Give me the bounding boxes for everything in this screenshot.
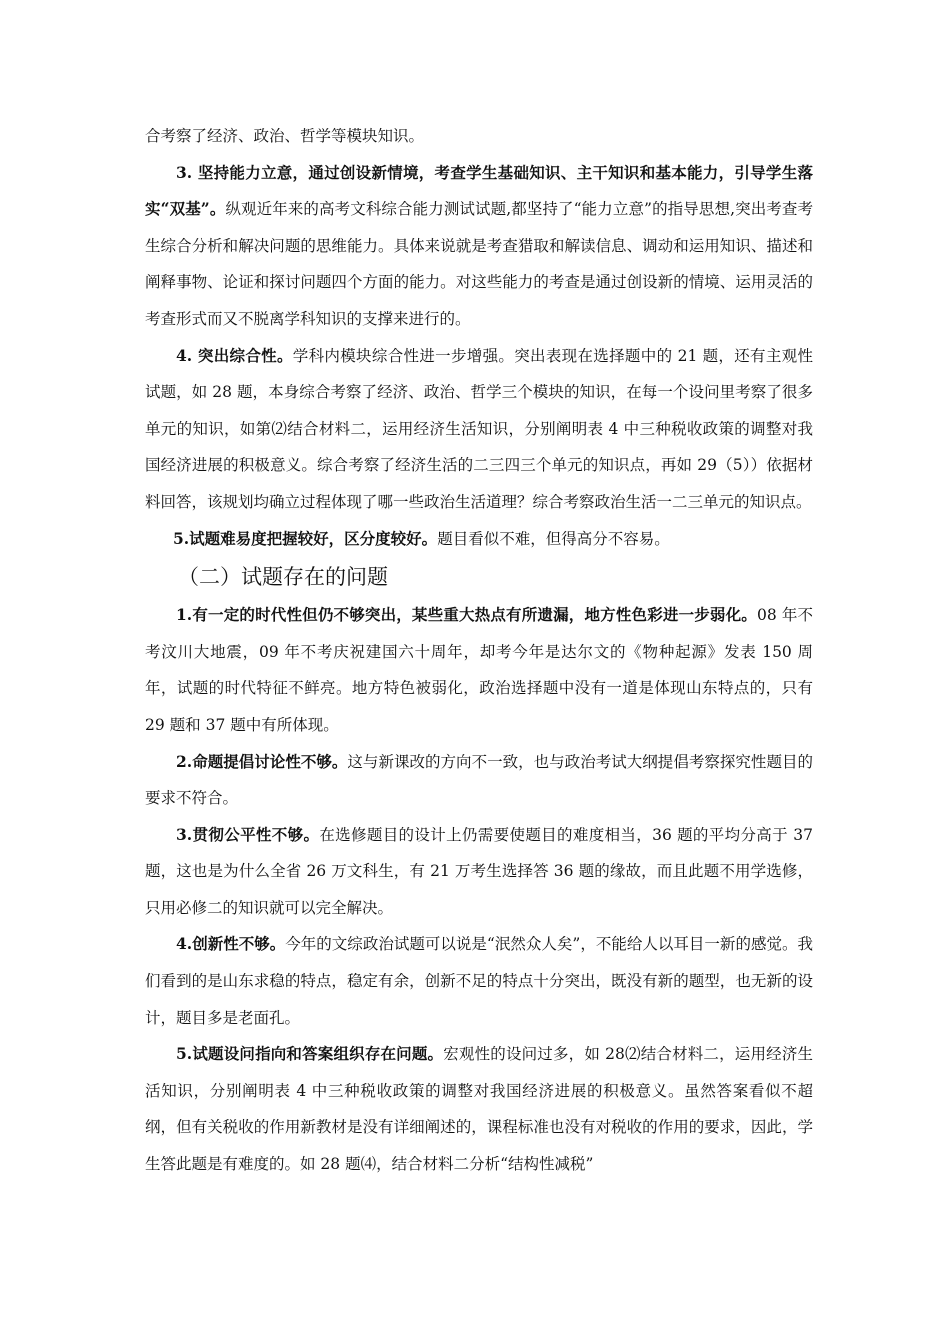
paragraph-lead: 2.命题提倡讨论性不够。 <box>176 751 348 771</box>
paragraph-continuation <box>145 118 813 155</box>
paragraph-question-design <box>145 1036 813 1182</box>
paragraph-lead: 4.创新性不够。 <box>176 934 286 954</box>
section-heading: （二）试题存在的问题 <box>178 565 388 590</box>
paragraph-text: 题目看似不难，但得高分不容易。 <box>437 529 670 548</box>
paragraph-lead: 5.试题设问指向和答案组织存在问题。 <box>176 1044 444 1064</box>
paragraph-comprehensive <box>145 338 813 521</box>
paragraph-lead: 4. 突出综合性。 <box>176 345 293 365</box>
paragraph-lead: 3. 坚持能力立意，通过创设新情境，考查学生基础知识、主干知识和基本能力，引导学生落实“双基”。 <box>145 162 813 219</box>
paragraph-innovation <box>145 926 813 1036</box>
document-body <box>145 118 813 1183</box>
paragraph-text: 宏观性的设问过多，如 28⑵结合材料二，运用经济生活知识，分别阐明表 4 中三种税收政策的调整对我国经济进展的积极意义。虽然答案看似不超纲，但有关税收的作用新教材是没有详细阐述的，课程标准也没有对税收的作用的要求，因此，学生答此题是有难度的。如 28 题⑷，结合材料二分析“结构性减税” <box>145 1045 814 1174</box>
paragraph-difficulty <box>145 521 813 558</box>
paragraph-text: 08 年不考汶川大地震，09 年不考庆祝建国六十周年，却考今年是达尔文的《物种起源》发表 150 周年，试题的时代特征不鲜亮。地方特色被弱化，政治选择题中没有一道是体现山东特点的，只有 29 题和 37 题中有所体现。 <box>145 606 814 734</box>
paragraph-text: 合考察了经济、政治、哲学等模块知识。 <box>145 127 425 145</box>
paragraph-text: 学科内模块综合性进一步增强。突出表现在选择题中的 21 题，还有主观性试题，如 28 题，本身综合考察了经济、政治、哲学三个模块的知识，在每一个设问里考察了很多单元的知识，如第⑵结合材料二，运用经济生活知识，分别阐明表 4 中三种税收政策的调整对我国经济进展的积极意义。综合考察了经济生活的二三四三个单元的知识点，再如 29（5））依据材料回答，该规划均确立过程体现了哪一些政治生活道理？综合考察政治生活一二三单元的知识点。 <box>145 346 813 511</box>
paragraph-discussion <box>145 744 813 817</box>
paragraph-lead: 1.有一定的时代性但仍不够突出，某些重大热点有所遗漏，地方性色彩进一步弱化。 <box>176 605 757 625</box>
paragraph-text: 在选修题目的设计上仍需要使题目的难度相当，36 题的平均分高于 37 题，这也是为什么全省 26 万文科生，有 21 万考生选择答 36 题的缘故，而且此题不用学选修，只用必修二的知识就可以完全解决。 <box>145 825 813 917</box>
paragraph-ability <box>145 155 813 338</box>
paragraph-text: 今年的文综政治试题可以说是“泯然众人矣”，不能给人以耳目一新的感觉。我们看到的是山东求稳的特点，稳定有余，创新不足的特点十分突出，既没有新的题型，也无新的设计，题目多是老面孔。 <box>145 935 813 1027</box>
paragraph-fairness <box>145 817 813 927</box>
paragraph-lead: 3.贯彻公平性不够。 <box>176 824 320 844</box>
paragraph-text: 这与新课改的方向不一致，也与政治考试大纲提倡考察探究性题目的要求不符合。 <box>145 752 813 808</box>
paragraph-timeliness <box>145 597 813 743</box>
paragraph-text: 纵观近年来的高考文科综合能力测试试题,都坚持了“能力立意”的指导思想,突出考查考生综合分析和解决问题的思维能力。具体来说就是考查猎取和解读信息、调动和运用知识、描述和阐释事物、论证和探讨问题四个方面的能力。对这些能力的考查是通过创设新的情境、运用灵活的考查形式而又不脱离学科知识的支撑来进行的。 <box>145 200 813 328</box>
paragraph-lead: 5.试题难易度把握较好，区分度较好。 <box>173 528 438 548</box>
